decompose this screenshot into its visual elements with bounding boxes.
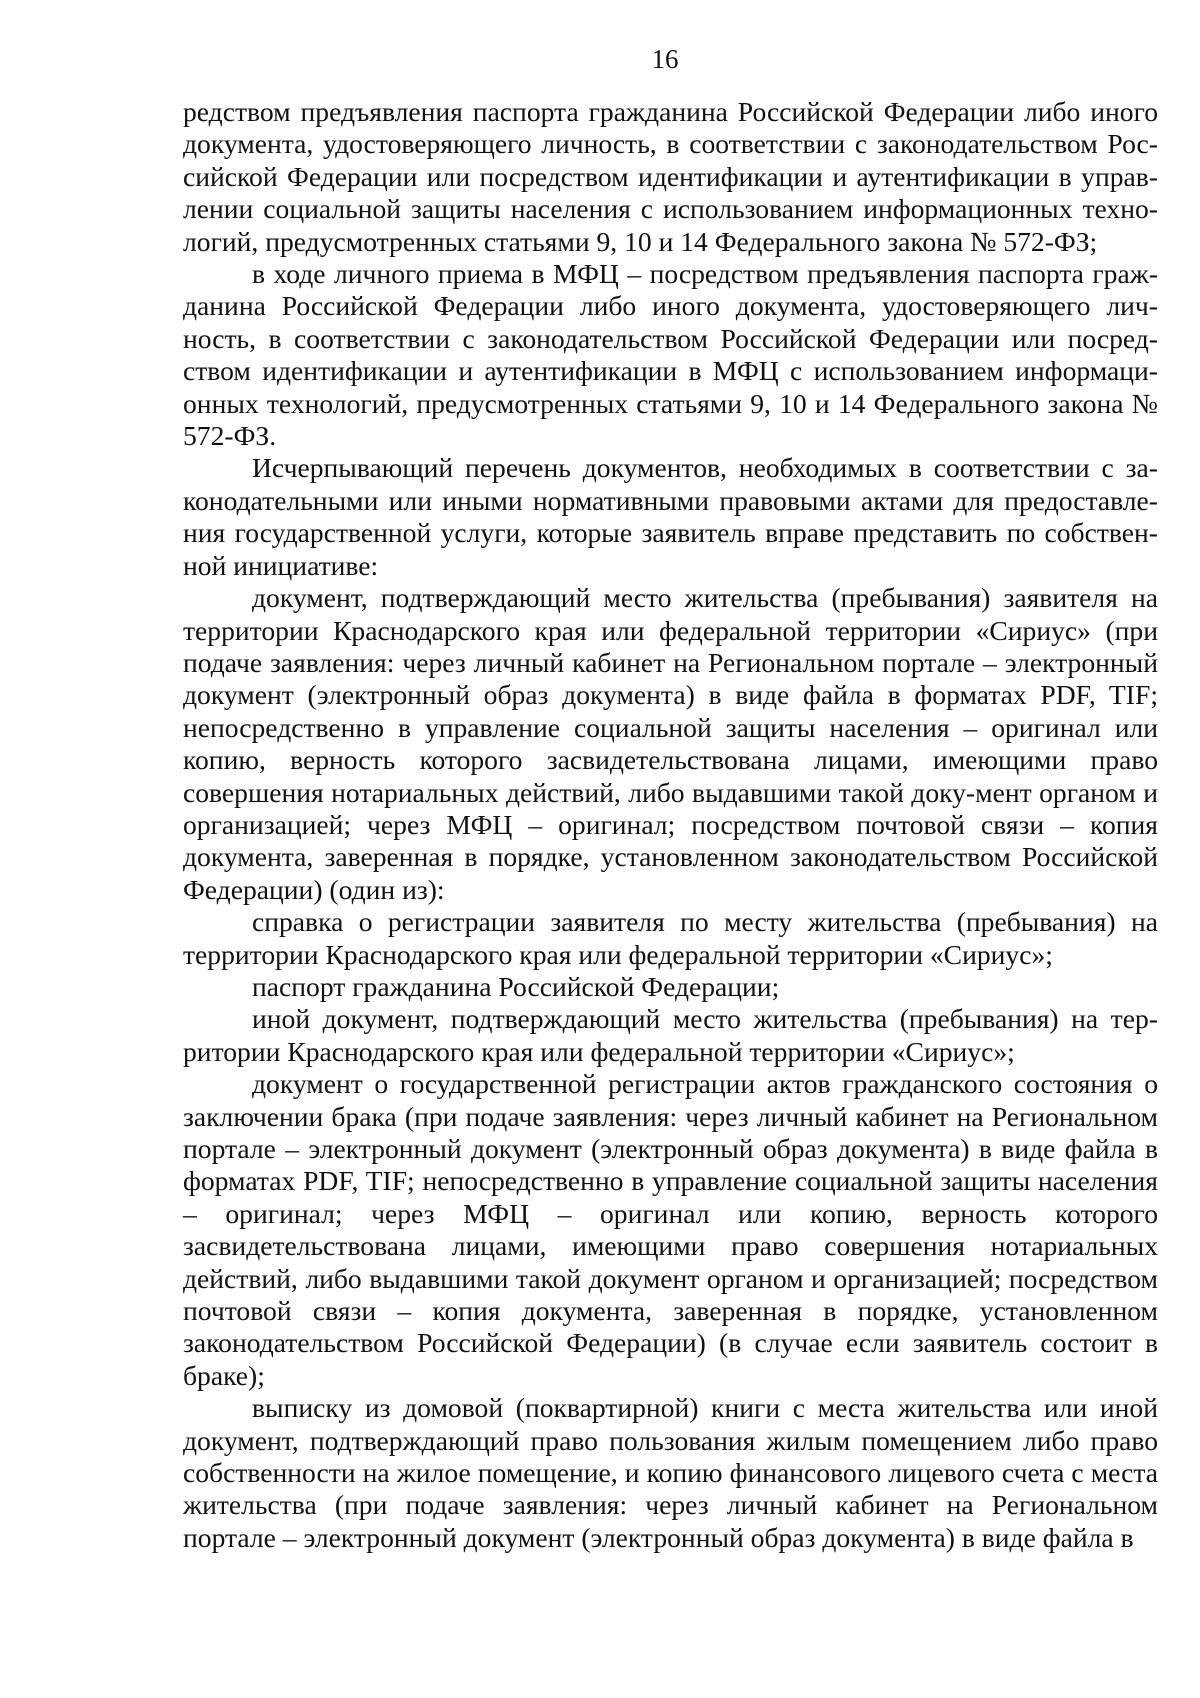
paragraph-other-residence-document: иной документ, подтверждающий место жительства (пребывания) на территории Краснодарского края или федеральной территории «Сириус»; xyxy=(183,1003,1158,1067)
paragraph-registration-certificate: справка о регистрации заявителя по месту жительства (пребывания) на территории Краснодарского края или федеральной территории «Сириус»; xyxy=(183,906,1158,970)
paragraph-documents-list-intro: Исчерпывающий перечень документов, необходимых в соответствии с законодательными или иными нормативными правовыми актами для предоставления государственной услуги, которые заявитель вправе представить по собственной инициативе: xyxy=(183,452,1158,581)
paragraph-residence-document: документ, подтверждающий место жительства (пребывания) заявителя на территории Краснодарского края или федеральной территории «Сириус» (при подаче заявления: через личный кабинет на Региональном портале – электронный документ (электронный образ документа) в виде файла в форматах PDF, TIF; непосредственно в управление социальной защиты населения – оригинал или копию, верность которого засвидетельствована лицами, имеющими право совершения нотариальных действий, либо выдавшими такой доку-мент органом и организацией; через МФЦ – оригинал; посредством почтовой связи – копия документа, заверенная в порядке, установленном законодательством Российской Федерации) (один из): xyxy=(183,582,1158,905)
document-body xyxy=(183,96,1158,1554)
paragraph-identity-verification-continued: редством предъявления паспорта гражданина Российской Федерации либо иного документа, удостоверяющего личность, в соответствии с законодательством Российской Федерации или посредством идентификации и аутентификации в управлении социальной защиты населения с использованием информационных технологий, предусмотренных статьями 9, 10 и 14 Федерального закона № 572-ФЗ; xyxy=(183,96,1158,257)
paragraph-marriage-document: документ о государственной регистрации актов гражданского состояния о заключении брака (при подаче заявления: через личный кабинет на Региональном портале – электронный документ (электронный образ документа) в виде файла в форматах PDF, TIF; непосредственно в управление социальной защиты населения – оригинал; через МФЦ – оригинал или копию, верность которого засвидетельствована лицами, имеющими право совершения нотариальных действий, либо выдавшими такой документ органом и организацией; посредством почтовой связи – копия документа, заверенная в порядке, установленном законодательством Российской Федерации) (в случае если заявитель состоит в браке); xyxy=(183,1068,1158,1391)
paragraph-mfc-personal-reception: в ходе личного приема в МФЦ – посредством предъявления паспорта гражданина Российской Федерации либо иного документа, удостоверяющего личность, в соответствии с законодательством Российской Федерации или посредством идентификации и аутентификации в МФЦ с использованием информационных технологий, предусмотренных статьями 9, 10 и 14 Федерального закона № 572-ФЗ. xyxy=(183,258,1158,452)
paragraph-passport: паспорт гражданина Российской Федерации; xyxy=(252,970,780,1002)
page-number: 16 xyxy=(651,44,679,74)
paragraph-house-book-extract: выписку из домовой (поквартирной) книги с места жительства или иной документ, подтверждающий право пользования жилым помещением либо право собственности на жилое помещение, и копию финансового лицевого счета с места жительства (при подаче заявления: через личный кабинет на Региональном портале – электронный документ (электронный образ документа) в виде файла в xyxy=(183,1392,1158,1553)
